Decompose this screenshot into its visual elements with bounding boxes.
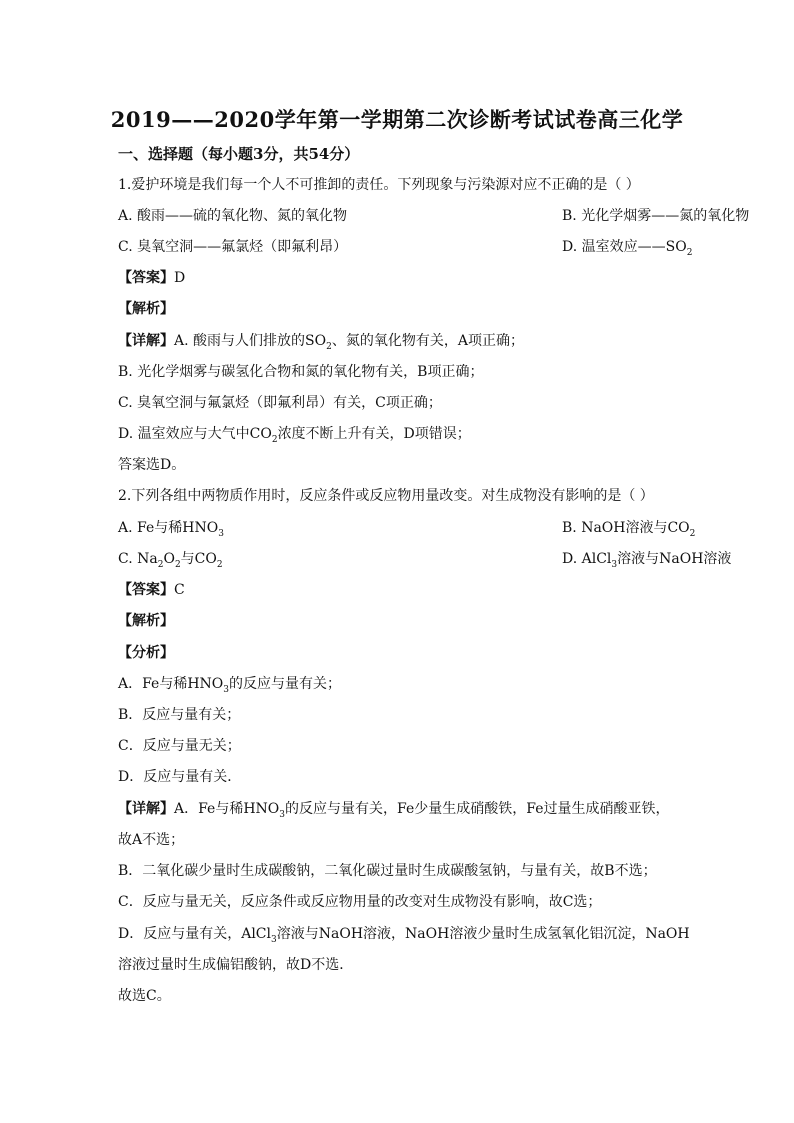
question-1-option-c: C. 臭氧空洞——氟氯烃（即氟利昂） xyxy=(118,239,348,255)
question-1-option-a: A. 酸雨——硫的氧化物、氮的氧化物 xyxy=(118,208,348,224)
question-2-conclusion: 故选C。 xyxy=(118,988,171,1004)
question-2-option-a: A. Fe与稀$HNO_3$ xyxy=(118,520,224,539)
question-2-stem: 2.下列各组中两物质作用时，反应条件或反应物用量改变。对生成物没有影响的是（ ） xyxy=(118,488,654,504)
answer-value: C xyxy=(174,582,185,598)
question-2-detail-4-cont: 溶液过量时生成偏铝酸钠，故D不选． xyxy=(118,957,354,973)
question-1-options-row-1 xyxy=(118,206,750,226)
detail-label: 【详解】 xyxy=(118,801,174,817)
page-title: 2019——2020学年第一学期第二次诊断考试试卷高三化学 xyxy=(110,107,684,132)
question-2-fenxi-label: 【分析】 xyxy=(118,645,174,661)
question-2-analysis-label: 【解析】 xyxy=(118,613,174,629)
question-1-detail-4: D. 温室效应与大气中$CO_2$浓度不断上升有关，D项错误； xyxy=(118,426,471,445)
question-2-detail-1: 【详解】A．Fe与稀$HNO_3$的反应与量有关，Fe少量生成硝酸铁，Fe过量生成硝酸亚铁， xyxy=(118,801,670,820)
question-2-detail-1-cont: 故A不选； xyxy=(118,832,185,848)
question-2-fenxi-4: D．反应与量有关． xyxy=(118,769,242,785)
question-2-fenxi-3: C．反应与量无关； xyxy=(118,738,241,754)
section-heading: 一、选择题（每小题3分，共54分） xyxy=(118,145,360,163)
answer-value: D xyxy=(174,270,186,286)
detail-label: 【详解】 xyxy=(118,333,174,349)
question-1-detail-1: 【详解】A. 酸雨与人们排放的$SO_2$、氮的氧化物有关，A项正确； xyxy=(118,333,524,352)
answer-label: 【答案】 xyxy=(118,270,174,286)
question-1-detail-3: C. 臭氧空洞与氟氯烃（即氟利昂）有关，C项正确； xyxy=(118,395,442,411)
question-2-option-b: B. NaOH溶液与$CO_2$ xyxy=(562,520,696,539)
question-2-fenxi-2: B．反应与量有关； xyxy=(118,707,241,723)
question-2-detail-2: B．二氧化碳少量时生成碳酸钠，二氧化碳过量时生成碳酸氢钠，与量有关，故B不选； xyxy=(118,863,657,879)
question-2-fenxi-1: A．Fe与稀$HNO_3$的反应与量有关； xyxy=(118,676,342,695)
question-1-answer xyxy=(118,268,698,288)
question-2-answer xyxy=(118,580,698,600)
question-2-detail-3: C．反应与量无关，反应条件或反应物用量的改变对生成物没有影响，故C选； xyxy=(118,894,602,910)
question-1-conclusion: 答案选D。 xyxy=(118,457,186,473)
question-2-options-row-1 xyxy=(118,518,698,538)
question-1-options-row-2 xyxy=(118,237,698,257)
question-2-options-row-2 xyxy=(118,549,732,570)
question-1-analysis-label: 【解析】 xyxy=(118,301,174,317)
question-1-option-b: B. 光化学烟雾——氮的氧化物 xyxy=(562,208,750,224)
answer-label: 【答案】 xyxy=(118,582,174,598)
question-1-detail-2: B. 光化学烟雾与碳氢化合物和氮的氧化物有关，B项正确； xyxy=(118,364,484,380)
question-2-option-c: C. $Na_2O_2$与$CO_2$ xyxy=(118,551,223,570)
question-2-detail-4: D．反应与量有关，AlCl$_3$溶液与NaOH溶液，NaOH溶液少量时生成氢氧化铝沉淀，NaOH xyxy=(118,926,690,945)
question-1-stem: 1.爱护环境是我们每一个人不可推卸的责任。下列现象与污染源对应不正确的是（ ） xyxy=(118,177,640,193)
question-1-option-d: D. 温室效应$——SO_2$ xyxy=(562,239,693,258)
question-2-option-d: D. AlCl$_3$溶液与NaOH溶液 xyxy=(562,551,732,570)
